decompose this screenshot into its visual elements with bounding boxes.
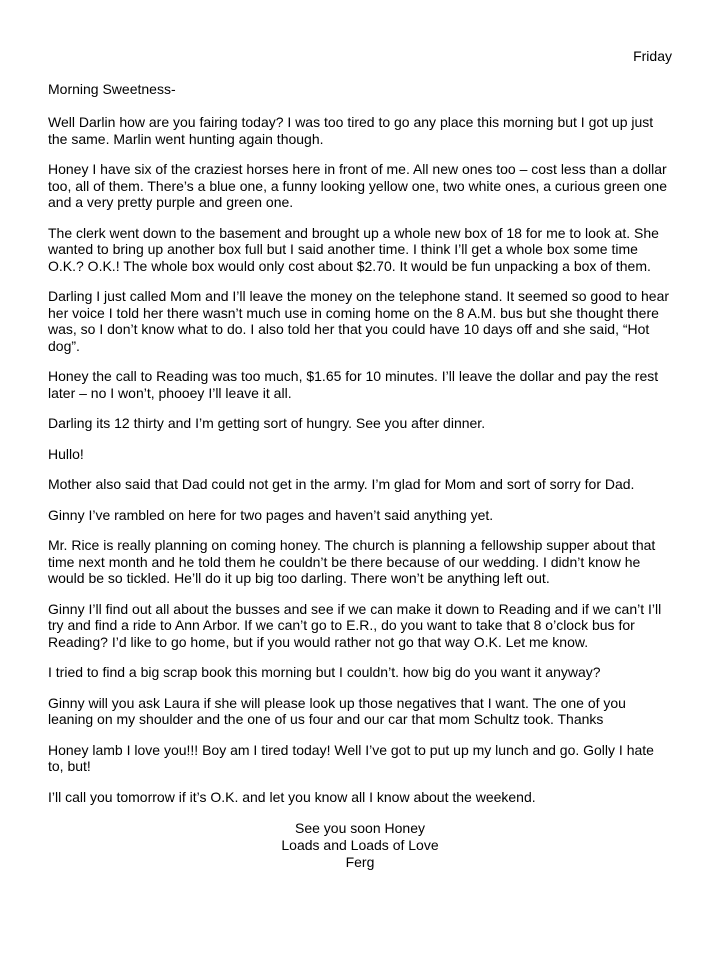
letter-greeting: Morning Sweetness- [48,80,176,97]
letter-paragraph: I’ll call you tomorrow if it’s O.K. and let you know all I know about the weekend. [48,788,536,805]
letter-page [48,48,672,871]
letter-paragraph: Hullo! [48,445,84,462]
letter-paragraph: Mr. Rice is really planning on coming honey. The church is planning a fellowship supper about that time next month and he told them he couldn’t be there because of our wedding. I didn’t know he would be so tickled. He’ll do it up big too darling. There won’t be anything left out. [48,537,656,586]
letter-paragraph: The clerk went down to the basement and brought up a whole new box of 18 for me to look at. She wanted to bring up another box full but I said another time. I think I’ll get a whole box some time O.K.? O.K.! The whole box would only cost about $2.70. It would be fun unpacking a box of them. [48,224,659,274]
closing-line: See you soon Honey [295,820,425,836]
closing-line: Loads and Loads of Love [281,837,439,853]
letter-date: Friday [633,48,672,64]
letter-paragraph: Darling its 12 thirty and I’m getting sort of hungry. See you after dinner. [48,415,486,431]
signature: Ferg [345,854,375,870]
letter-closing [48,820,672,871]
letter-paragraph: Mother also said that Dad could not get in the army. I’m glad for Mom and sort of sorry for Dad. [48,476,635,492]
letter-paragraph: Darling I just called Mom and I’ll leave the money on the telephone stand. It seemed so good to hear her voice I told her there wasn’t much use in coming home on the 8 A.M. bus but she thought there was, so I don’t know what to do. I also told her that you could have 10 days off and she said, “Hot dog”. [48,288,670,354]
letter-paragraph: Ginny I’ll find out all about the busses and see if we can make it down to Reading and if we can’t I’ll try and find a ride to Ann Arbor. If we can’t go to E.R., do you want to take that 8 o’clock bus for Reading? I’d like to go home, but if you would rather not go that way O.K. Let me know. [48,600,662,650]
letter-paragraph: I tried to find a big scrap book this morning but I couldn’t. how big do you want it anyway? [48,664,601,680]
letter-paragraph: Well Darlin how are you fairing today? I was too tired to go any place this morning but I got up just the same. Marlin went hunting again though. [48,114,654,147]
letter-body [48,114,672,805]
letter-paragraph: Honey the call to Reading was too much, $1.65 for 10 minutes. I’ll leave the dollar and pay the rest later – no I won’t, phooey I’ll leave it all. [48,368,659,401]
letter-paragraph: Ginny will you ask Laura if she will please look up those negatives that I want. The one of you leaning on my shoulder and the one of us four and our car that mom Schultz took. Thanks [48,694,626,727]
letter-paragraph: Ginny I’ve rambled on here for two pages and haven’t said anything yet. [48,506,494,523]
letter-paragraph: Honey lamb I love you!!! Boy am I tired today! Well I’ve got to put up my lunch and go. Golly I hate to, but! [48,741,654,774]
letter-paragraph: Honey I have six of the craziest horses here in front of me. All new ones too – cost less than a dollar too, all of them. There’s a blue one, a funny looking yellow one, two white ones, a curious green one and a very pretty purple and green one. [48,161,667,210]
